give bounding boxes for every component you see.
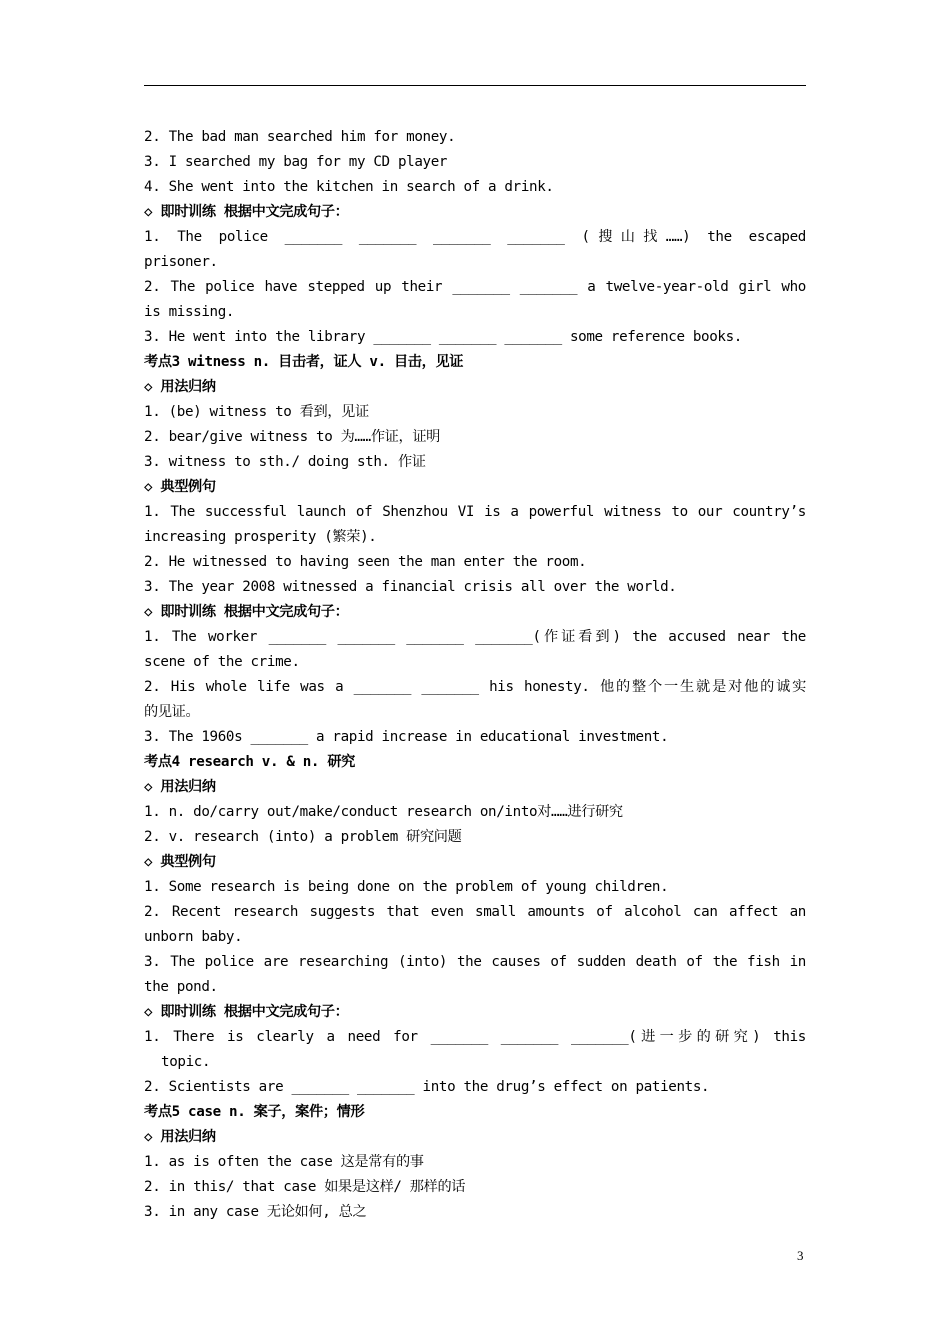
text-line: 4. She went into the kitchen in search of a drink. xyxy=(144,179,554,195)
section-heading: ◇ 典型例句 xyxy=(144,479,216,495)
text-line: 1. The successful launch of Shenzhou VI is a powerful witness to our country’s xyxy=(144,504,806,520)
section-heading: ◇ 典型例句 xyxy=(144,854,216,870)
text-line: 的见证。 xyxy=(144,704,200,720)
text-line: 1. (be) witness to 看到，见证 xyxy=(144,404,369,420)
text-line: 2. The police have stepped up their _______ _______ a twelve-year-old girl who xyxy=(144,279,806,295)
text-line: 2. Recent research suggests that even small amounts of alcohol can affect an xyxy=(144,904,806,920)
section-heading: 考点5 case n. 案子，案件；情形 xyxy=(144,1104,365,1120)
section-heading: 考点4 research v. & n. 研究 xyxy=(144,754,355,770)
section-heading: ◇ 用法归纳 xyxy=(144,1129,216,1145)
text-line: increasing prosperity (繁荣). xyxy=(144,529,377,545)
section-heading: ◇ 即时训练 根据中文完成句子： xyxy=(144,604,349,620)
text-line: 1. as is often the case 这是常有的事 xyxy=(144,1154,424,1170)
text-line: 3. He went into the library _______ _______ _______ some reference books. xyxy=(144,329,742,345)
text-line: 3. The 1960s _______ a rapid increase in educational investment. xyxy=(144,729,669,745)
text-line: 3. The year 2008 witnessed a financial crisis all over the world. xyxy=(144,579,677,595)
text-line: 2. The bad man searched him for money. xyxy=(144,129,456,145)
text-line: the pond. xyxy=(144,979,218,995)
text-line: scene of the crime. xyxy=(144,654,300,670)
text-line: 2. in this/ that case 如果是这样/ 那样的话 xyxy=(144,1179,466,1195)
text-line: prisoner. xyxy=(144,254,218,270)
text-line: 2. bear/give witness to 为……作证，证明 xyxy=(144,429,441,445)
text-line: 2. He witnessed to having seen the man enter the room. xyxy=(144,554,587,570)
section-heading: 考点3 witness n. 目击者，证人 v. 目击，见证 xyxy=(144,354,464,370)
text-line: 3. witness to sth./ doing sth. 作证 xyxy=(144,454,426,470)
text-line: 2. Scientists are _______ _______ into the drug’s effect on patients. xyxy=(144,1079,710,1095)
section-heading: ◇ 用法归纳 xyxy=(144,779,216,795)
header-rule xyxy=(144,85,806,86)
text-line: topic. xyxy=(161,1054,211,1070)
text-line: 3. The police are researching (into) the causes of sudden death of the fish in xyxy=(144,954,806,970)
section-heading: ◇ 用法归纳 xyxy=(144,379,216,395)
text-line: 2. v. research (into) a problem 研究问题 xyxy=(144,829,462,845)
text-line: 2. His whole life was a _______ _______ his honesty. 他的整个一生就是对他的诚实 xyxy=(144,679,806,695)
text-line: 1. n. do/carry out/make/conduct research on/into对……进行研究 xyxy=(144,804,623,820)
text-line: 1. Some research is being done on the problem of young children. xyxy=(144,879,669,895)
text-line: unborn baby. xyxy=(144,929,243,945)
text-line: 3. in any case 无论如何, 总之 xyxy=(144,1204,367,1220)
text-line: 1. The police _______ _______ _______ _______ (搜山找……) the escaped xyxy=(144,229,806,245)
section-heading: ◇ 即时训练 根据中文完成句子： xyxy=(144,1004,349,1020)
text-line: is missing. xyxy=(144,304,235,320)
section-heading: ◇ 即时训练 根据中文完成句子： xyxy=(144,204,349,220)
page-number: 3 xyxy=(797,1248,804,1263)
document-body xyxy=(144,125,806,1225)
text-line: 3. I searched my bag for my CD player xyxy=(144,154,448,170)
text-line: 1. There is clearly a need for _______ _______ _______(进一步的研究) this xyxy=(144,1029,806,1045)
text-line: 1. The worker _______ _______ _______ _______(作证看到) the accused near the xyxy=(144,629,806,645)
